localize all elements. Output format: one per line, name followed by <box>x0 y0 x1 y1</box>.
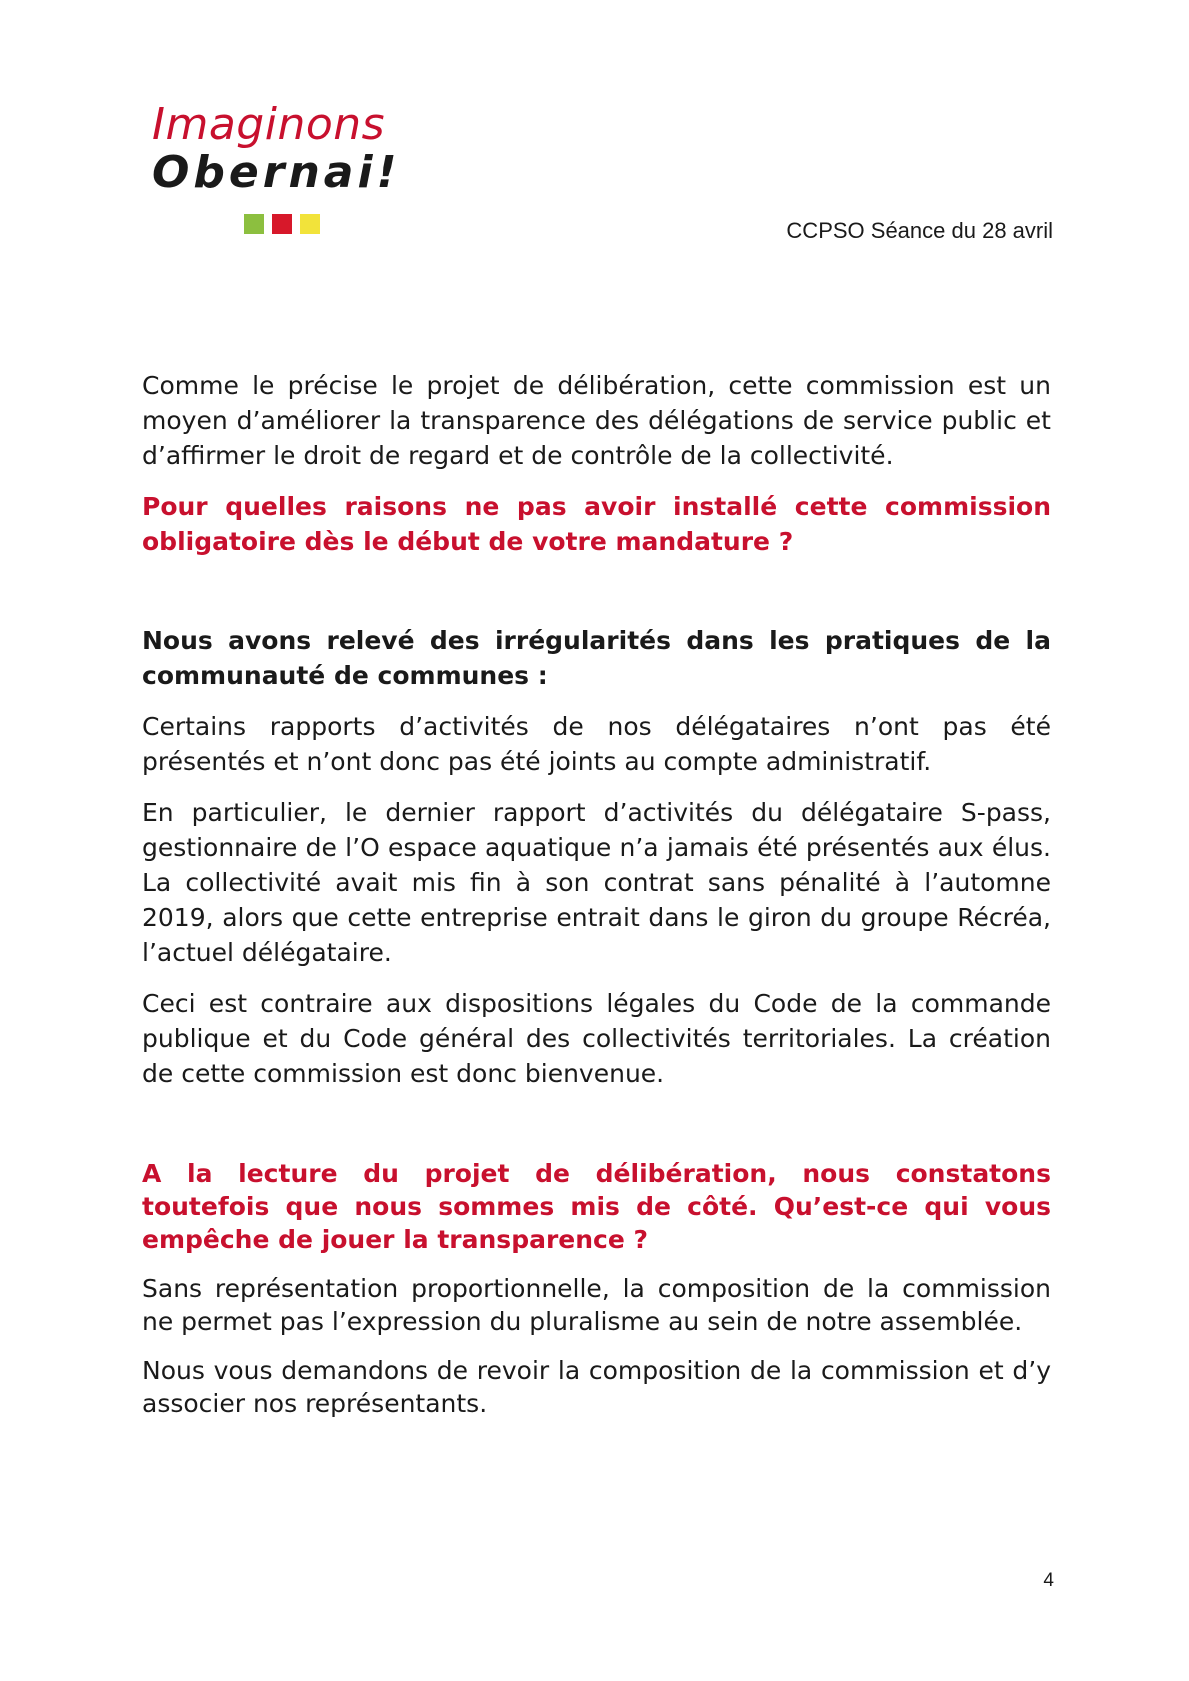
logo-square-green <box>244 214 264 234</box>
heading-irregularities: Nous avons relevé des irrégularités dans les pratiques de la communauté de communes : <box>142 626 1051 690</box>
paragraph-legal: Ceci est contraire aux dispositions légales du Code de la commande publique et du Code général des collectivités territoriales. La création de cette commission est donc bienvenue. <box>142 989 1051 1088</box>
logo-square-red <box>272 214 292 234</box>
question-commission-timing: Pour quelles raisons ne pas avoir installé cette commission obligatoire dès le début de votre mandature ? <box>142 492 1051 556</box>
question-transparency: A la lecture du projet de délibération, nous constatons toutefois que nous sommes mis de côté. Qu’est-ce qui vous empêche de jouer la transparence ? <box>142 1159 1051 1254</box>
logo-text-obernai: Obernai! <box>152 147 401 198</box>
logo-text-imaginons: Imaginons <box>152 99 386 150</box>
document-body <box>142 368 1051 1420</box>
paragraph-reports: Certains rapports d’activités de nos délégataires n’ont pas été présentés et n’ont donc pas été joints au compte administratif. <box>142 712 1051 776</box>
page-number: 4 <box>1043 1570 1054 1591</box>
logo-squares <box>244 214 320 234</box>
paragraph-spass: En particulier, le dernier rapport d’activités du délégataire S-pass, gestionnaire de l’O espace aquatique n’a jamais été présentés aux élus. La collectivité avait mis fin à son contrat sans pénalité à l’automne 2019, alors que cette entreprise entrait dans le giron du groupe Récréa, l’actuel délégataire. <box>142 798 1051 967</box>
session-header: CCPSO Séance du 28 avril <box>786 218 1053 243</box>
paragraph-request: Nous vous demandons de revoir la composition de la commission et d’y associer nos représentants. <box>142 1356 1051 1418</box>
paragraph-intro: Comme le précise le projet de délibération, cette commission est un moyen d’améliorer la transparence des délégations de service public et d’affirmer le droit de regard et de contrôle de la collectivité. <box>142 371 1051 470</box>
logo <box>152 100 432 240</box>
logo-square-yellow <box>300 214 320 234</box>
paragraph-proportional: Sans représentation proportionnelle, la composition de la commission ne permet pas l’expression du pluralisme au sein de notre assemblée. <box>142 1274 1051 1336</box>
